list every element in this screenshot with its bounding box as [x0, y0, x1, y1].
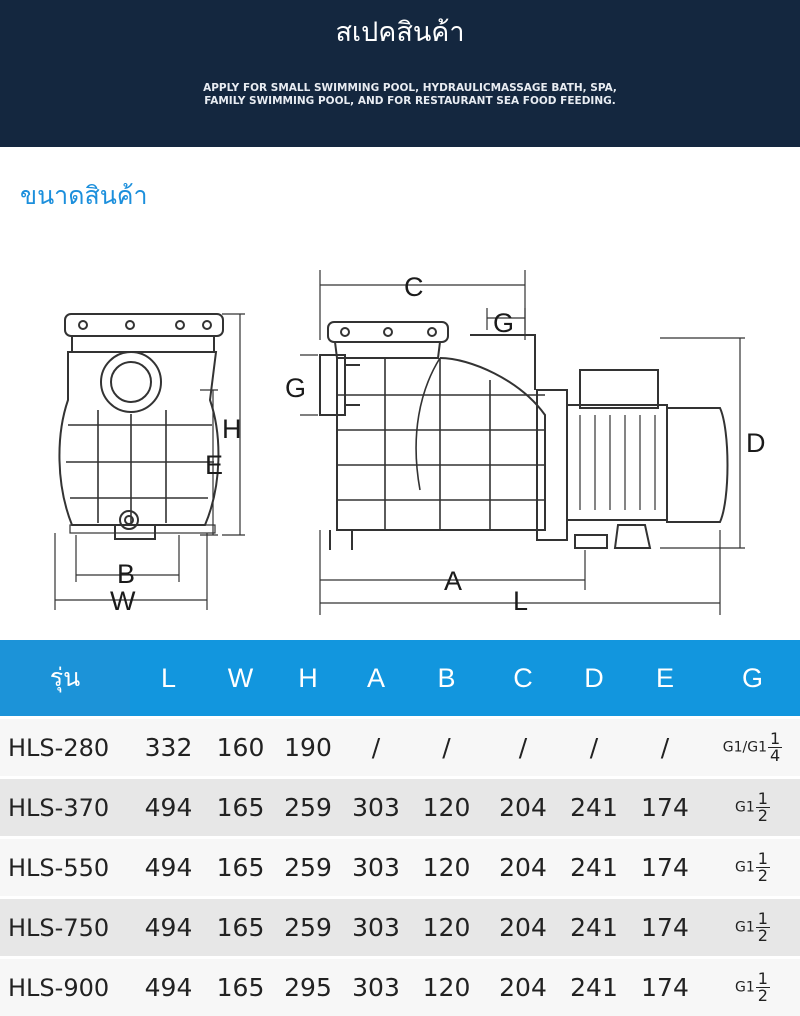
cell-g — [705, 898, 800, 958]
cell-w: 165 — [207, 778, 274, 838]
front-lid — [65, 314, 223, 336]
g-denominator: 2 — [756, 808, 770, 824]
cell-d: 241 — [563, 898, 625, 958]
cell-e: 174 — [625, 898, 705, 958]
section-title: ขนาดสินค้า — [20, 176, 148, 216]
cell-l: 494 — [130, 958, 207, 1016]
col-header-e: E — [625, 640, 705, 718]
dim-label-w: W — [110, 586, 136, 616]
g-numerator: 1 — [756, 851, 770, 868]
g-denominator: 2 — [756, 988, 770, 1004]
g-numerator: 1 — [756, 791, 770, 808]
g-fraction — [756, 971, 770, 1004]
table-row — [0, 958, 800, 1016]
cell-c: 204 — [483, 838, 563, 898]
col-header-l: L — [130, 640, 207, 718]
motor-body — [567, 405, 667, 520]
col-header-w: W — [207, 640, 274, 718]
cell-model: HLS-900 — [0, 958, 130, 1016]
dim-label-e: E — [205, 450, 223, 480]
col-header-d: D — [563, 640, 625, 718]
table-row — [0, 838, 800, 898]
dim-label-g-side: G — [285, 373, 306, 403]
cell-g — [705, 718, 800, 778]
cell-l: 332 — [130, 718, 207, 778]
dim-label-h: H — [222, 414, 242, 444]
cell-c: / — [483, 718, 563, 778]
cell-model: HLS-280 — [0, 718, 130, 778]
cell-l: 494 — [130, 838, 207, 898]
g-denominator: 2 — [756, 868, 770, 884]
cell-b: 120 — [410, 778, 483, 838]
side-view — [300, 270, 745, 615]
cell-e: 174 — [625, 838, 705, 898]
g-numerator: 1 — [756, 971, 770, 988]
table-header-row — [0, 640, 800, 718]
cell-b: 120 — [410, 958, 483, 1016]
cell-h: 190 — [274, 718, 342, 778]
cell-h: 295 — [274, 958, 342, 1016]
g-whole: G1 — [735, 980, 755, 996]
cell-e: 174 — [625, 958, 705, 1016]
g-whole: G1 — [735, 920, 755, 936]
g-fraction — [768, 731, 782, 764]
cell-b: 120 — [410, 838, 483, 898]
cell-g — [705, 958, 800, 1016]
col-header-g: G — [705, 640, 800, 718]
g-whole: G1 — [735, 860, 755, 876]
cell-a: 303 — [342, 838, 410, 898]
cell-d: 241 — [563, 958, 625, 1016]
side-inlet — [320, 355, 345, 415]
g-numerator: 1 — [768, 731, 782, 748]
dim-label-c: C — [404, 272, 424, 302]
cell-l: 494 — [130, 898, 207, 958]
cell-d: 241 — [563, 778, 625, 838]
cell-w: 165 — [207, 958, 274, 1016]
header-banner — [0, 0, 800, 147]
cell-g — [705, 838, 800, 898]
motor-end-cap — [667, 408, 728, 522]
cell-c: 204 — [483, 958, 563, 1016]
cell-b: / — [410, 718, 483, 778]
cell-c: 204 — [483, 898, 563, 958]
cell-e: / — [625, 718, 705, 778]
cell-w: 160 — [207, 718, 274, 778]
cell-l: 494 — [130, 778, 207, 838]
spec-table — [0, 640, 800, 1016]
g-whole: G1/G1 — [723, 740, 767, 756]
g-denominator: 2 — [756, 928, 770, 944]
dimension-drawing — [0, 230, 800, 625]
col-header-a: A — [342, 640, 410, 718]
dim-label-d: D — [746, 428, 766, 458]
cell-d: / — [563, 718, 625, 778]
col-header-b: B — [410, 640, 483, 718]
cell-a: / — [342, 718, 410, 778]
cell-d: 241 — [563, 838, 625, 898]
front-body — [59, 352, 218, 525]
table-row — [0, 718, 800, 778]
page-subtitle: APPLY FOR SMALL SWIMMING POOL, HYDRAULICMASSAGE BATH, SPA, FAMILY SWIMMING POOL, AND FOR RESTAURANT SEA FOOD FEEDING. — [200, 82, 620, 108]
cell-h: 259 — [274, 838, 342, 898]
cell-h: 259 — [274, 778, 342, 838]
cell-a: 303 — [342, 778, 410, 838]
cell-model: HLS-370 — [0, 778, 130, 838]
cell-w: 165 — [207, 838, 274, 898]
col-header-h: H — [274, 640, 342, 718]
cell-b: 120 — [410, 898, 483, 958]
cell-model: HLS-550 — [0, 838, 130, 898]
g-numerator: 1 — [756, 911, 770, 928]
g-whole: G1 — [735, 800, 755, 816]
page-title: สเปคสินค้า — [0, 10, 800, 53]
g-denominator: 4 — [768, 748, 782, 764]
dim-label-g-top: G — [493, 308, 514, 338]
cell-e: 174 — [625, 778, 705, 838]
terminal-box — [580, 370, 658, 408]
g-fraction — [756, 791, 770, 824]
cell-a: 303 — [342, 898, 410, 958]
dim-label-l: L — [513, 586, 528, 616]
cell-g — [705, 778, 800, 838]
cell-h: 259 — [274, 898, 342, 958]
cell-a: 303 — [342, 958, 410, 1016]
g-fraction — [756, 911, 770, 944]
col-header-c: C — [483, 640, 563, 718]
col-header-model: รุ่น — [0, 640, 130, 718]
table-row — [0, 778, 800, 838]
g-fraction — [756, 851, 770, 884]
dim-label-b: B — [117, 559, 135, 589]
table-row — [0, 898, 800, 958]
dim-label-a: A — [444, 566, 462, 596]
cell-model: HLS-750 — [0, 898, 130, 958]
cell-c: 204 — [483, 778, 563, 838]
cell-w: 165 — [207, 898, 274, 958]
